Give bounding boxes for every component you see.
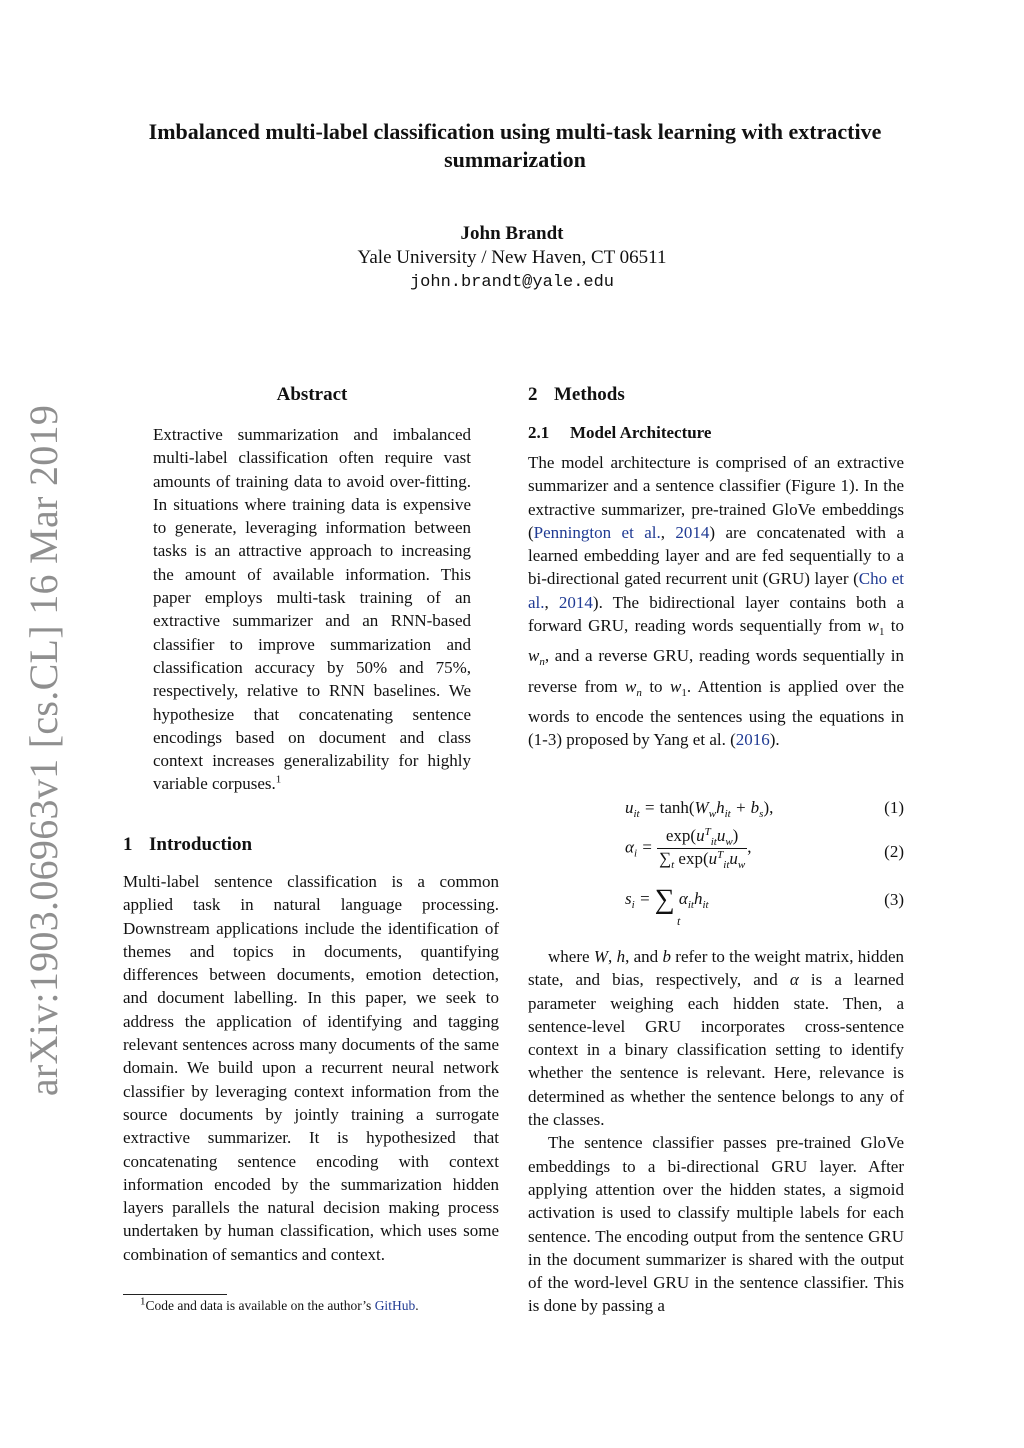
abstract-body: [153, 423, 471, 796]
citation-cho[interactable]: Cho et al.: [528, 569, 904, 612]
footnote-mark: 1: [140, 1295, 146, 1308]
math-var: α: [789, 970, 799, 990]
methods-paragraph-3: The sentence classifier passes pre-trained GloVe embeddings to a bi-directional GRU layer. After applying attention over the hidden states, a sigmoid activation is used to classify multiple labels for each sentence. The encoding output from the sentence GRU in the document summarizer is shared with the output of the word-level GRU in the sentence classifier. This is done by passing a: [528, 1133, 904, 1316]
citation-cho-year[interactable]: 2014: [558, 592, 593, 612]
text-run: ,: [660, 522, 676, 542]
equation-2: [528, 826, 904, 880]
subsection-number: 2.1: [528, 423, 550, 442]
math-var: b: [662, 947, 671, 966]
arxiv-identifier-stamp: [21, 404, 67, 1096]
methods-number: 2: [528, 384, 538, 405]
abstract-text: Extractive summarization and imbalanced multi-label classification often require vast amounts of training data to avoid over-fitting. In situations where training data is expensive to generate, leveraging information between tasks is an attractive approach to increasing the amount of available information. This paper employs multi-task training of an extractive summarizer and an RNN-based classifier to improve summarization and classification accuracy by 50% and 75%, respectively, relative to RNN baselines. We hypothesize that concatenating sentence encodings based on document and class context increases generalizability for highly variable corpuses.: [153, 425, 471, 794]
abstract-footnote-mark[interactable]: 1: [275, 773, 282, 786]
introduction-body: [123, 870, 499, 1266]
methods-title: Methods: [554, 384, 625, 405]
text-run: where: [548, 947, 594, 966]
author-email: john.brandt@yale.edu: [409, 273, 615, 292]
text-run: to: [641, 676, 671, 696]
abstract-heading: Abstract: [276, 384, 348, 405]
equation-1-number: (1): [884, 798, 904, 817]
math-var: h: [616, 947, 626, 966]
introduction-heading: [123, 834, 252, 856]
introduction-paragraph: Multi-label sentence classification is a common applied task in natural language processing. Downstream applications include the identification of themes and topics in documents, quantifying differences between documents, emotion detection, and document labelling. In this paper, we seek to address the application of identifying and tagging relevant sentences across many documents of the same domain. We build upon a recurrent neural network classifier by leveraging context information from the source documents by jointly training a surrogate extractive summarizer. It is hypothesized that concatenating sentence encoding with context information encoded by the summarization hidden layers parallels the natural decision making process undertaken by human classification, which uses some combination of semantics and context.: [123, 872, 499, 1264]
math-sub: 1: [878, 626, 885, 639]
methods-paragraph-2: [528, 945, 904, 1318]
subsection-title: Model Architecture: [570, 423, 712, 442]
footnote-end: .: [415, 1298, 419, 1313]
text-run: is a learned parameter weighing each hidden state. Then, a sentence-level GRU incorporates cross-sentence context in a binary classification setting to identify whether the sentence is relevant. Here, relevance is determined as whether the sentence belongs to any of the classes.: [528, 970, 904, 1130]
equation-2-number: (2): [884, 842, 904, 861]
math-sub: n: [539, 656, 545, 669]
introduction-number: 1: [123, 834, 133, 855]
math-var: w: [528, 646, 540, 666]
text-run: The model architecture is comprised of an extractive summarizer and a sentence classifier (Figure 1). In the extractive summarizer, pre-trained GloVe embeddings (: [528, 453, 904, 542]
math-sub: 1: [681, 686, 687, 699]
equation-3: [528, 884, 904, 932]
footnote-rule: [123, 1294, 227, 1295]
text-run: ) are concatenated with a learned embedding layer and are fed sequentially to a bi-directional gated recurrent unit (GRU) layer (: [528, 522, 905, 589]
math-var: W: [593, 947, 609, 966]
text-run: ).: [769, 730, 780, 750]
author-affiliation: Yale University / New Haven, CT 06511: [357, 247, 667, 268]
text-run: , and a reverse GRU, reading words sequentially in reverse from: [528, 646, 904, 696]
text-run: ,: [608, 947, 617, 966]
math-var: w: [867, 616, 879, 636]
footnote-text: Code and data is available on the author’s: [145, 1298, 375, 1313]
text-run: ). The bidirectional layer contains both a forward GRU, reading words sequentially from: [528, 592, 904, 636]
model-architecture-heading: [528, 423, 711, 443]
github-link[interactable]: GitHub: [374, 1298, 416, 1313]
equation-3-number: (3): [884, 890, 904, 909]
methods-paragraph-1: [528, 451, 904, 752]
equation-3-body: $s_i$ = ∑ $\alpha_{it}h_{it}$: [625, 884, 709, 915]
author-name: John Brandt: [460, 223, 564, 244]
introduction-title: Introduction: [149, 834, 253, 855]
text-run: , and: [625, 947, 663, 966]
equation-2-body: $\alpha_i$ = $\frac{\exp(u^T_{it}u_w)}{\sum_t \exp(u^T_{it}u_w}$ ,: [625, 826, 752, 871]
text-run: . Attention is applied over the words to encode the sentences using the equations in (1-3) proposed by Yang et al. (: [528, 676, 904, 750]
citation-pennington-year[interactable]: 2014: [675, 522, 710, 542]
text-run: refer to the weight matrix, hidden state, and bias, respectively, and: [528, 947, 905, 990]
math-var: w: [670, 676, 682, 696]
methods-heading: [528, 384, 625, 406]
text-run: to: [884, 616, 904, 636]
math-sub: n: [636, 686, 642, 699]
footnote: [140, 1295, 419, 1314]
arxiv-stamp-text: arXiv:1903.06963v1 [cs.CL] 16 Mar 2019: [21, 404, 67, 1096]
equation-3-sum-index: t: [677, 914, 681, 928]
citation-pennington[interactable]: Pennington et al.: [533, 522, 661, 542]
citation-yang-year[interactable]: 2016: [735, 730, 770, 750]
math-var: w: [625, 676, 637, 696]
paper-title: Imbalanced multi-label classification using multi-task learning with extractive summarization: [148, 119, 882, 172]
text-run: ,: [544, 592, 559, 612]
equation-1: [528, 798, 904, 824]
equation-1-body: $u_{it} = \tanh(W_wh_{it} + b_s)$,: [625, 798, 774, 820]
